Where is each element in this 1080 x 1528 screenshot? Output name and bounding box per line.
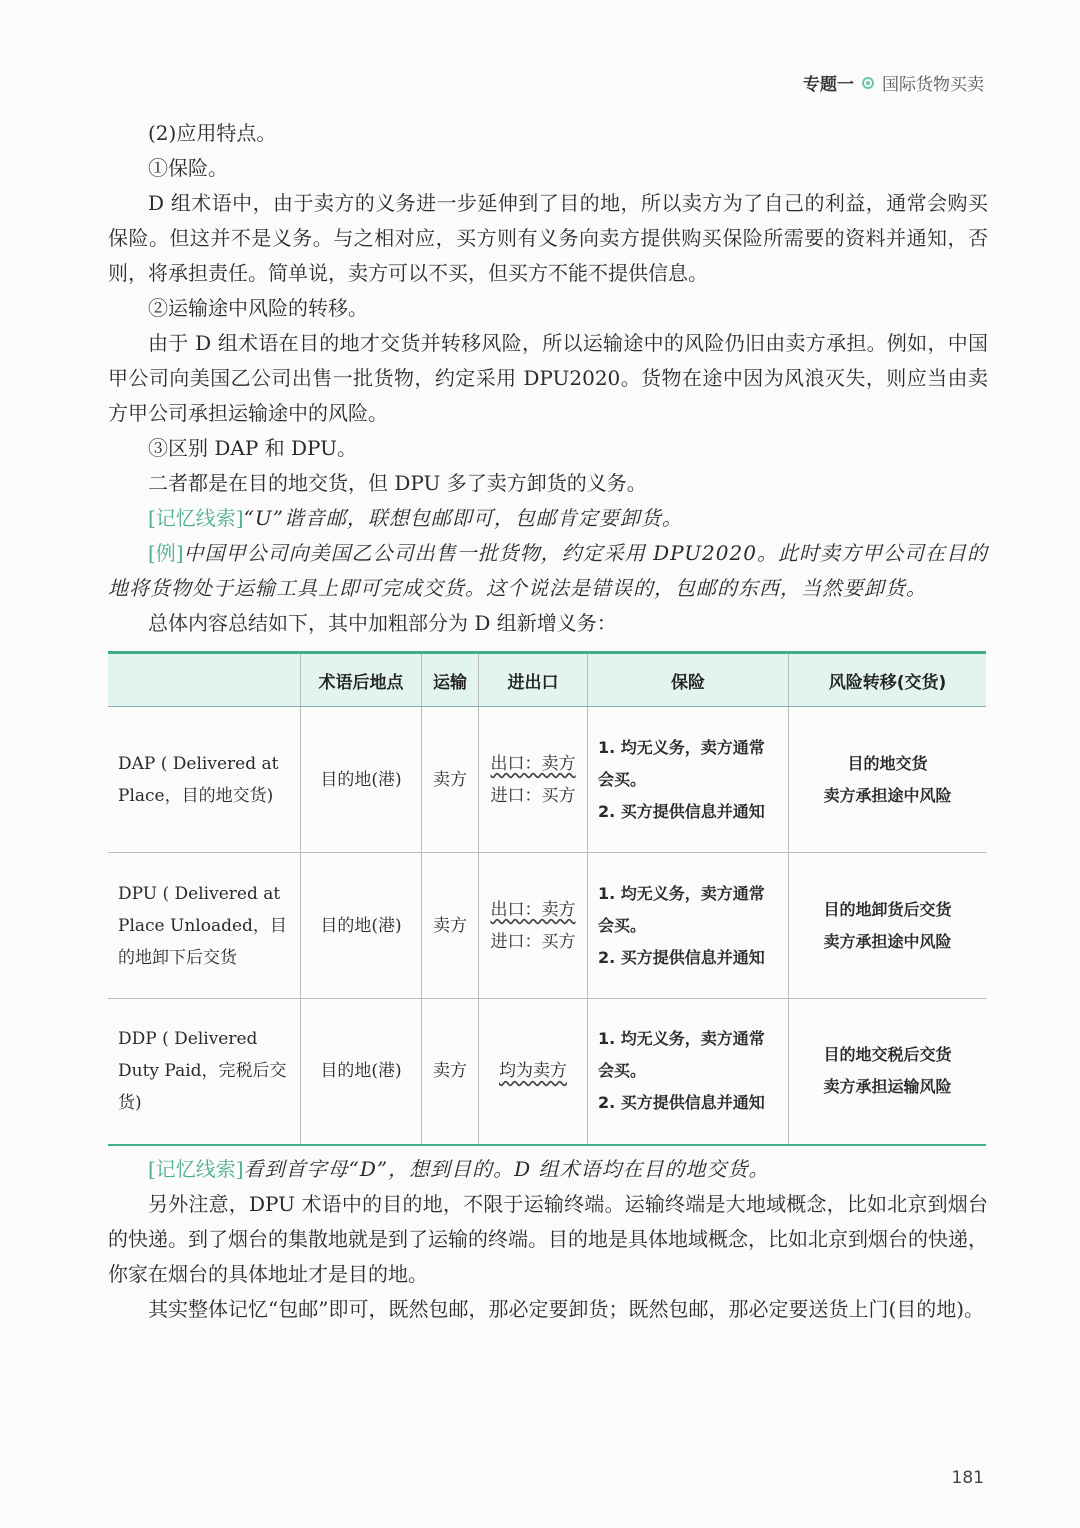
- transport-cell: 卖方: [422, 999, 479, 1145]
- import-export-cell: [479, 853, 588, 999]
- term-cell: DAP ( Delivered at Place，目的地交货): [108, 707, 301, 853]
- insurance-cell: [588, 853, 789, 999]
- place-cell: 目的地(港): [301, 853, 422, 999]
- memory-clue-text: “U”谐音邮，联想包邮即可，包邮肯定要卸货。: [243, 506, 683, 530]
- insurance-cell: [588, 999, 789, 1145]
- paragraph-destination: 另外注意，DPU 术语中的目的地，不限于运输终端。运输终端是大地域概念，比如北京到烟台的快递。到了烟台的集散地就是到了运输的终端。目的地是具体地域概念，比如北京到烟台的快递，你家在烟台的具体地址才是目的地。: [108, 1191, 988, 1286]
- circle-bullet-icon: [862, 77, 874, 89]
- memory-clue-1: [108, 501, 988, 536]
- insurance-cell: [588, 707, 789, 853]
- paragraph-difference: 二者都是在目的地交货，但 DPU 多了卖方卸货的义务。: [148, 471, 647, 495]
- memory-clue-tag: [记忆线索]: [148, 1156, 244, 1181]
- paragraph-summary: 其实整体记忆“包邮”即可，既然包邮，那必定要卸货；既然包邮，那必定要送货上门(目的地)。: [148, 1296, 985, 1321]
- risk-line: 卖方承担途中风险: [823, 931, 952, 951]
- subheading-difference: ③区别 DAP 和 DPU。: [148, 436, 358, 460]
- table-header-cell: 保险: [588, 653, 789, 707]
- import-line: 进口：买方: [490, 931, 576, 952]
- subheading-risk: ②运输途中风险的转移。: [148, 296, 368, 320]
- table-header-cell: 术语后地点: [301, 653, 422, 707]
- risk-line: 卖方承担运输风险: [823, 1077, 952, 1097]
- section-heading: (2)应用特点。: [148, 121, 277, 145]
- risk-line: 目的地卸货后交货: [823, 899, 952, 919]
- table-header-cell: 风险转移(交货): [789, 653, 987, 707]
- place-cell: 目的地(港): [301, 999, 422, 1145]
- memory-clue-2: [108, 1152, 988, 1187]
- page-number: 181: [951, 1468, 984, 1488]
- memory-clue-tag: [记忆线索]: [148, 506, 244, 530]
- table-header-cell: [108, 653, 301, 707]
- table-header-row: [108, 653, 986, 707]
- risk-cell: [789, 999, 987, 1145]
- header-chapter: 国际货物买卖: [882, 75, 984, 95]
- insurance-line: 1. 均无义务，卖方通常会买。: [598, 1029, 765, 1081]
- risk-line: 卖方承担途中风险: [823, 785, 952, 805]
- term-cell: DDP ( Delivered Duty Paid，完税后交货): [108, 999, 301, 1145]
- running-header: [803, 70, 984, 95]
- risk-cell: [789, 853, 987, 999]
- transport-cell: 卖方: [422, 707, 479, 853]
- example-paragraph: [108, 536, 988, 606]
- export-line: 出口：卖方: [490, 753, 576, 774]
- insurance-line: 2. 买方提供信息并通知: [598, 801, 765, 821]
- place-cell: 目的地(港): [301, 707, 422, 853]
- table-header-cell: 进出口: [479, 653, 588, 707]
- export-line: 出口：卖方: [490, 899, 576, 920]
- insurance-line: 2. 买方提供信息并通知: [598, 1093, 765, 1113]
- page-body: [108, 116, 988, 1327]
- example-tag: [例]: [148, 541, 184, 565]
- table-row: [108, 707, 986, 853]
- insurance-line: 2. 买方提供信息并通知: [598, 947, 765, 967]
- paragraph-insurance: D 组术语中，由于卖方的义务进一步延伸到了目的地，所以卖方为了自己的利益，通常会购买保险。但这并不是义务。与之相对应，买方则有义务向卖方提供购买保险所需要的资料并通知，否则，将承担责任。简单说，卖方可以不买，但买方不能不提供信息。: [108, 191, 988, 285]
- header-topic: 专题一: [803, 75, 854, 95]
- table-row: [108, 999, 986, 1145]
- paragraph-risk: 由于 D 组术语在目的地才交货并转移风险，所以运输途中的风险仍旧由卖方承担。例如，中国甲公司向美国乙公司出售一批货物，约定采用 DPU2020。货物在途中因为风浪灭失，则应当由卖方甲公司承担运输途中的风险。: [108, 331, 988, 425]
- risk-line: 目的地交税后交货: [823, 1045, 952, 1065]
- import-export-cell: [479, 999, 588, 1145]
- d-terms-table: [108, 651, 986, 1146]
- risk-cell: [789, 707, 987, 853]
- import-export-cell: [479, 707, 588, 853]
- subheading-insurance: ①保险。: [148, 156, 228, 180]
- table-intro: 总体内容总结如下，其中加粗部分为 D 组新增义务：: [148, 611, 617, 635]
- table-row: [108, 853, 986, 999]
- term-cell: DPU ( Delivered at Place Unloaded，目的地卸下后交货: [108, 853, 301, 999]
- insurance-line: 1. 均无义务，卖方通常会买。: [598, 883, 765, 935]
- risk-line: 目的地交货: [847, 753, 928, 773]
- import-line: 进口：买方: [490, 785, 576, 806]
- memory-clue-text: 看到首字母“D”，想到目的。D 组术语均在目的地交货。: [243, 1156, 770, 1181]
- example-text: 中国甲公司向美国乙公司出售一批货物，约定采用 DPU2020。此时卖方甲公司在目的地将货物处于运输工具上即可完成交货。这个说法是错误的，包邮的东西，当然要卸货。: [108, 541, 988, 600]
- table-header-cell: 运输: [422, 653, 479, 707]
- insurance-line: 1. 均无义务，卖方通常会买。: [598, 737, 765, 789]
- transport-cell: 卖方: [422, 853, 479, 999]
- export-line: 均为卖方: [499, 1061, 567, 1082]
